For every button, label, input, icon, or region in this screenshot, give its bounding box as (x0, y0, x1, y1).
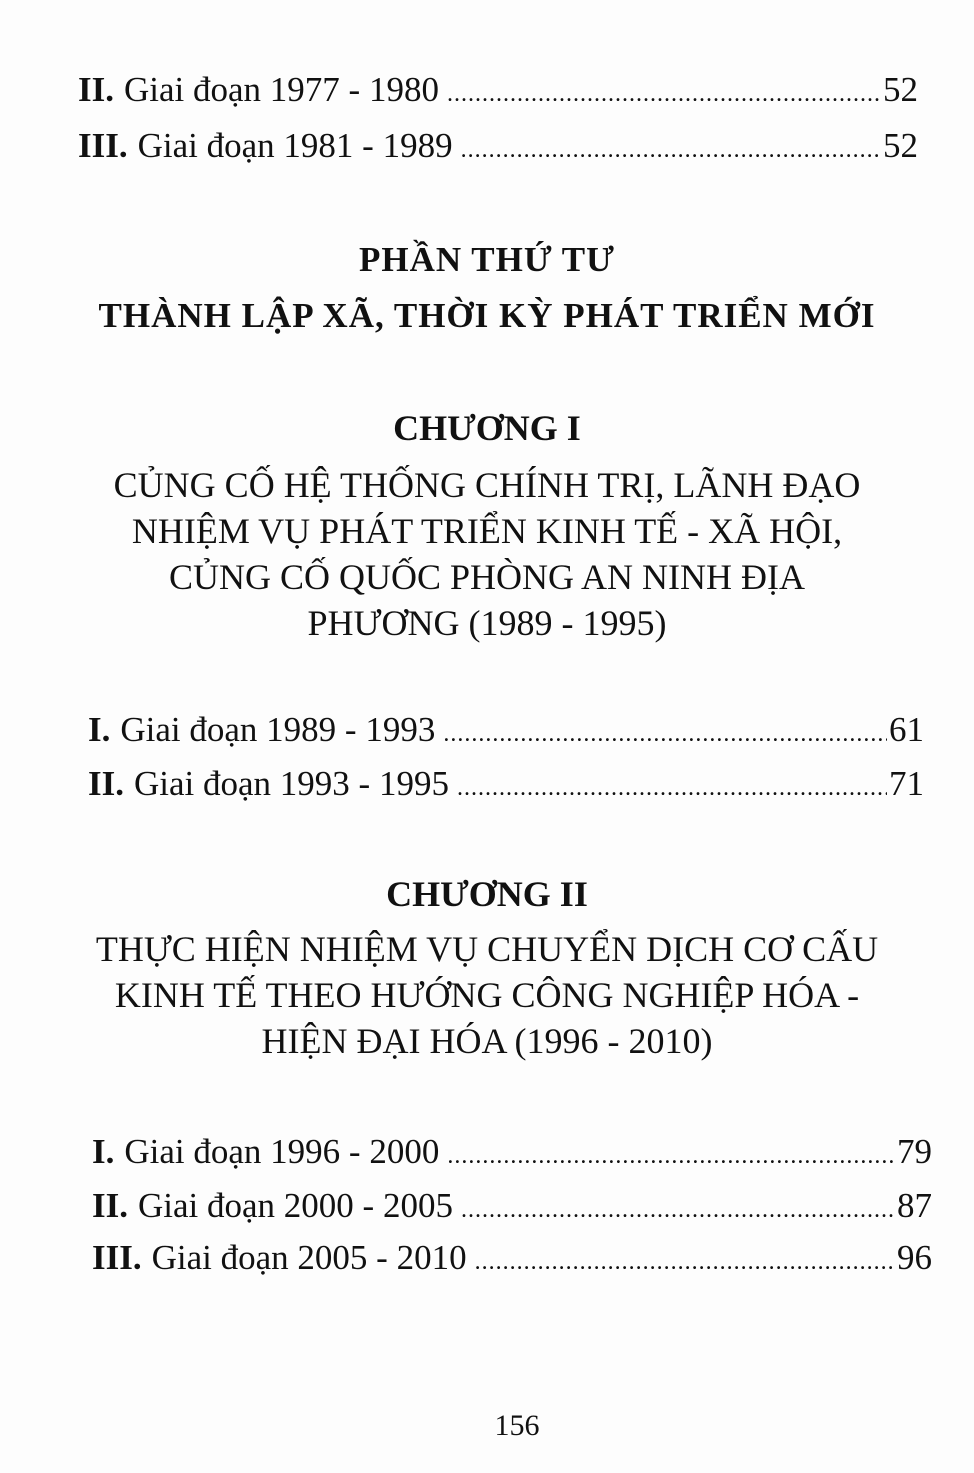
toc-entry-page: 52 (883, 126, 918, 165)
toc-leader-dots (475, 1238, 895, 1286)
toc-leader-dots (447, 1132, 895, 1180)
chapter-subtitle-line: KINH TẾ THEO HƯỚNG CÔNG NGHIỆP HÓA - (114, 975, 860, 1015)
chapter-subtitle-line: NHIỆM VỤ PHÁT TRIỂN KINH TẾ - XÃ HỘI, (131, 511, 843, 551)
toc-leader-dots (457, 764, 887, 812)
toc-entry-page: 96 (897, 1238, 932, 1277)
toc-entry-number: II. (78, 70, 114, 109)
toc-entry-number: III. (78, 126, 128, 165)
part-label: PHẦN THỨ TƯ (358, 240, 616, 279)
toc-entry[interactable] (78, 66, 918, 114)
toc-entry[interactable] (78, 122, 918, 170)
toc-entry-title: Giai đoạn 1981 - 1989 (137, 126, 453, 165)
chapter-label: CHƯƠNG I (393, 408, 581, 448)
toc-entry-page: 61 (889, 710, 924, 749)
toc-entry[interactable] (92, 1234, 932, 1282)
chapter-label: CHƯƠNG II (386, 874, 588, 914)
toc-entry-title: Giai đoạn 1977 - 1980 (124, 70, 439, 109)
toc-entry-number: I. (92, 1132, 115, 1171)
toc-entry-number: II. (92, 1186, 128, 1225)
chapter-subtitle-line: PHƯƠNG (1989 - 1995) (307, 603, 667, 643)
toc-entry-title: Giai đoạn 1993 - 1995 (134, 764, 449, 803)
chapter-subtitle-line: CỦNG CỐ HỆ THỐNG CHÍNH TRỊ, LÃNH ĐẠO (113, 465, 861, 505)
toc-entry-number: III. (92, 1238, 142, 1277)
toc-entry-page: 52 (883, 70, 918, 109)
toc-leader-dots (443, 710, 887, 758)
toc-entry-title: Giai đoạn 1989 - 1993 (120, 710, 436, 749)
toc-entry[interactable] (88, 706, 924, 754)
toc-entry-title: Giai đoạn 2000 - 2005 (138, 1186, 453, 1225)
chapter-subtitle-line: HIỆN ĐẠI HÓA (1996 - 2010) (261, 1021, 713, 1061)
chapter-subtitle-line: CỦNG CỐ QUỐC PHÒNG AN NINH ĐỊA (168, 557, 805, 597)
toc-entry-number: II. (88, 764, 124, 803)
part-title: THÀNH LẬP XÃ, THỜI KỲ PHÁT TRIỂN MỚI (98, 296, 876, 335)
toc-entry[interactable] (92, 1182, 932, 1230)
page-number: 156 (494, 1409, 540, 1442)
toc-entry-title: Giai đoạn 2005 - 2010 (151, 1238, 467, 1277)
toc-leader-dots (461, 126, 881, 174)
toc-entry-number: I. (88, 710, 111, 749)
toc-entry-title: Giai đoạn 1996 - 2000 (124, 1132, 440, 1171)
toc-leader-dots (447, 70, 881, 118)
toc-entry-page: 87 (897, 1186, 932, 1225)
toc-leader-dots (461, 1186, 895, 1234)
chapter-subtitle-line: THỰC HIỆN NHIỆM VỤ CHUYỂN DỊCH CƠ CẤU (95, 929, 879, 969)
toc-entry-page: 71 (889, 764, 924, 803)
toc-entry[interactable] (88, 760, 924, 808)
toc-entry[interactable] (92, 1128, 932, 1176)
toc-entry-page: 79 (897, 1132, 932, 1171)
